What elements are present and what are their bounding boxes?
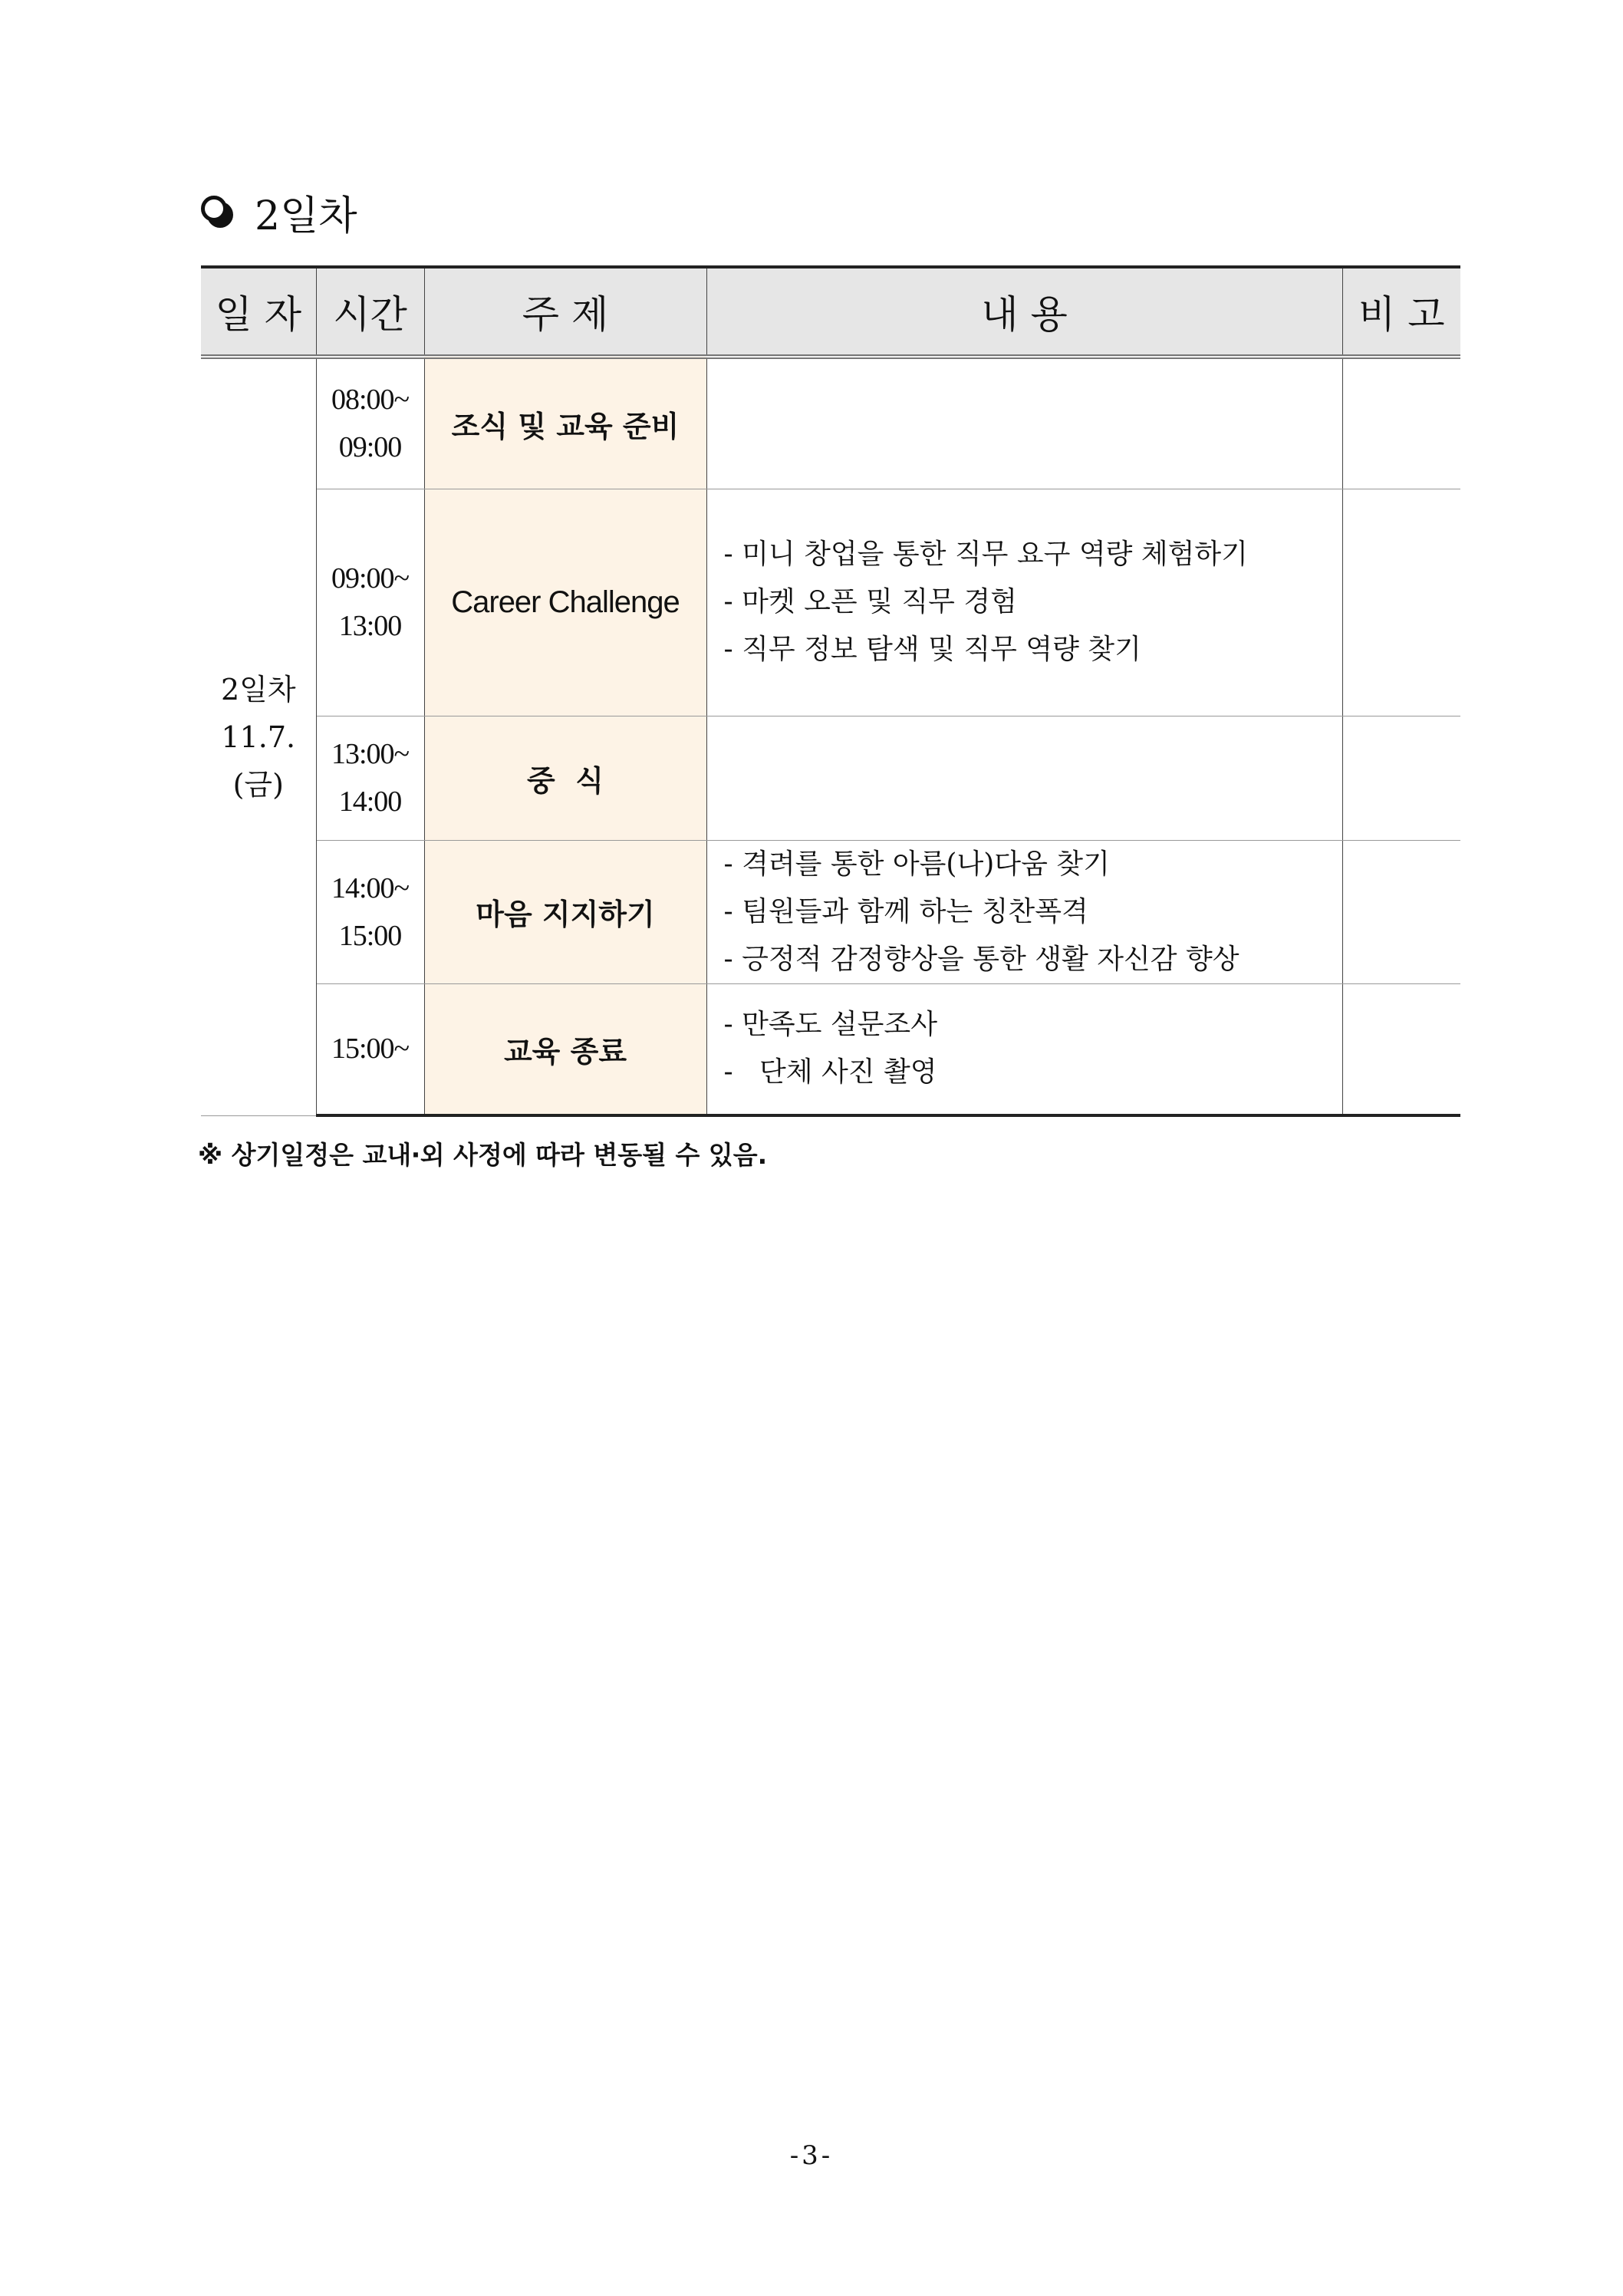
table-row [201, 983, 1460, 1115]
header-note: 비 고 [1342, 267, 1460, 357]
page-number: -3- [789, 2140, 834, 2171]
schedule-table [201, 265, 1460, 1117]
time-start: 15:00~ [331, 1033, 410, 1066]
content-line: - 격려를 통한 아름(나)다움 찾기 [723, 848, 1110, 880]
day-weekday: (금) [232, 767, 284, 802]
content-line: - 긍정적 감정향상을 통한 생활 자신감 향상 [723, 943, 1239, 975]
topic-cell: 교육 종료 [424, 983, 706, 1115]
time-end: 14:00 [338, 786, 402, 818]
time-cell [316, 357, 424, 489]
content-line: - 직무 정보 탐색 및 직무 역량 찾기 [723, 634, 1141, 665]
section-heading [201, 181, 357, 242]
header-topic: 주 제 [424, 267, 706, 357]
table-row [201, 357, 1460, 489]
time-cell [316, 716, 424, 840]
table-row [201, 716, 1460, 840]
note-cell [1342, 716, 1460, 840]
table-row [201, 489, 1460, 716]
time-cell [316, 983, 424, 1115]
time-start: 13:00~ [331, 738, 410, 770]
content-cell [706, 716, 1342, 840]
header-time: 시간 [316, 267, 424, 357]
note-cell [1342, 489, 1460, 716]
time-cell [316, 489, 424, 716]
content-line: - 팀원들과 함께 하는 칭찬폭격 [723, 895, 1088, 927]
topic-cell: 조식 및 교육 준비 [424, 357, 706, 489]
day-cell [201, 357, 316, 1115]
content-cell [706, 357, 1342, 489]
content-cell [706, 840, 1342, 983]
table-row [201, 840, 1460, 983]
time-end: 09:00 [338, 431, 402, 464]
note-cell [1342, 357, 1460, 489]
content-line: - 마켓 오픈 및 직무 경험 [723, 586, 1017, 618]
header-date: 일 자 [201, 267, 316, 357]
topic-cell: Career Challenge [424, 489, 706, 716]
time-start: 14:00~ [331, 871, 410, 904]
topic-cell: 중 식 [424, 716, 706, 840]
content-line: - 미니 창업을 통한 직무 요구 역량 체험하기 [723, 539, 1248, 570]
content-line: - 단체 사진 촬영 [723, 1056, 937, 1089]
time-start: 08:00~ [331, 384, 410, 417]
content-cell [706, 489, 1342, 716]
footnote: ※ 상기일정은 교내‧외 사정에 따라 변동될 수 있음. [198, 1140, 768, 1170]
header-content: 내 용 [706, 267, 1342, 357]
content-cell [706, 983, 1342, 1115]
day-label: 2일차 [220, 672, 296, 707]
day-date: 11.7. [221, 720, 296, 754]
table-header-row [201, 267, 1460, 357]
content-line: - 만족도 설문조사 [723, 1009, 937, 1041]
time-start: 09:00~ [331, 562, 410, 595]
time-end: 13:00 [338, 610, 402, 642]
circle-bullet-icon [201, 196, 233, 228]
time-end: 15:00 [338, 919, 402, 952]
note-cell [1342, 983, 1460, 1115]
topic-cell: 마음 지지하기 [424, 840, 706, 983]
section-title: 2일차 [255, 193, 357, 239]
note-cell [1342, 840, 1460, 983]
time-cell [316, 840, 424, 983]
